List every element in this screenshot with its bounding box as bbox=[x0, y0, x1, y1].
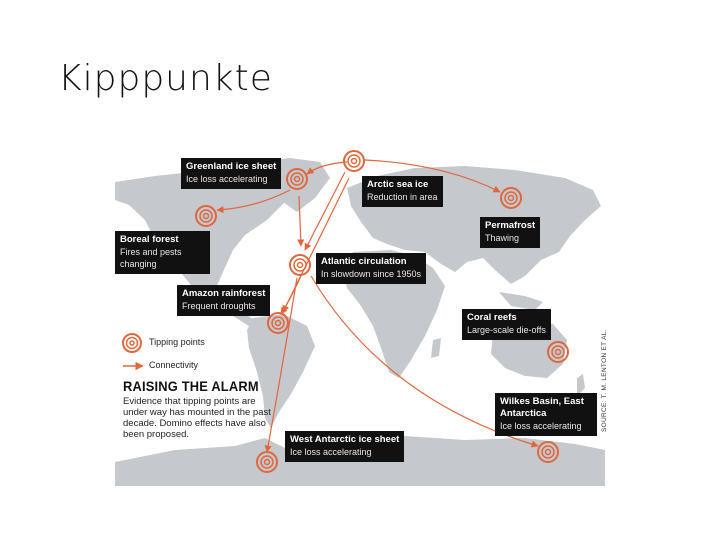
source-credit: SOURCE: T. M. LENTON ET AL. bbox=[601, 329, 608, 432]
tipping-points-figure bbox=[115, 150, 608, 486]
label-arctic: Arctic sea ice Reduction in area bbox=[362, 176, 443, 207]
label-amazon: Amazon rainforest Frequent droughts bbox=[177, 285, 270, 316]
label-permafrost: Permafrost Thawing bbox=[480, 217, 540, 248]
tipping-point-marker-atlantic bbox=[290, 255, 310, 275]
legend-tipping-icon bbox=[123, 334, 141, 352]
raising-body: Evidence that tipping points are under way has mounted in the past decade. Domino effects have also been proposed. bbox=[123, 396, 271, 440]
raising-title: RAISING THE ALARM bbox=[123, 378, 259, 394]
legend-connectivity-label: Connectivity bbox=[149, 360, 199, 370]
legend-tipping-label: Tipping points bbox=[149, 337, 205, 347]
label-greenland: Greenland ice sheet Ice loss accelerating bbox=[181, 158, 281, 189]
label-atlantic: Atlantic circulation In slowdown since 1950s bbox=[316, 253, 426, 284]
legend-symbols bbox=[123, 334, 143, 366]
label-coral: Coral reefs Large-scale die-offs bbox=[462, 309, 551, 340]
label-wilkes: Wilkes Basin, East Antarctica Ice loss accelerating bbox=[495, 393, 597, 436]
label-west-antarctic: West Antarctic ice sheet Ice loss accelerating bbox=[285, 431, 404, 462]
tipping-point-marker-arctic bbox=[344, 151, 364, 171]
madagascar bbox=[431, 338, 441, 358]
se-asia-islands bbox=[499, 292, 543, 310]
label-boreal: Boreal forest Fires and pests changing bbox=[115, 231, 210, 274]
slide-title: Kipppunkte bbox=[58, 58, 273, 99]
